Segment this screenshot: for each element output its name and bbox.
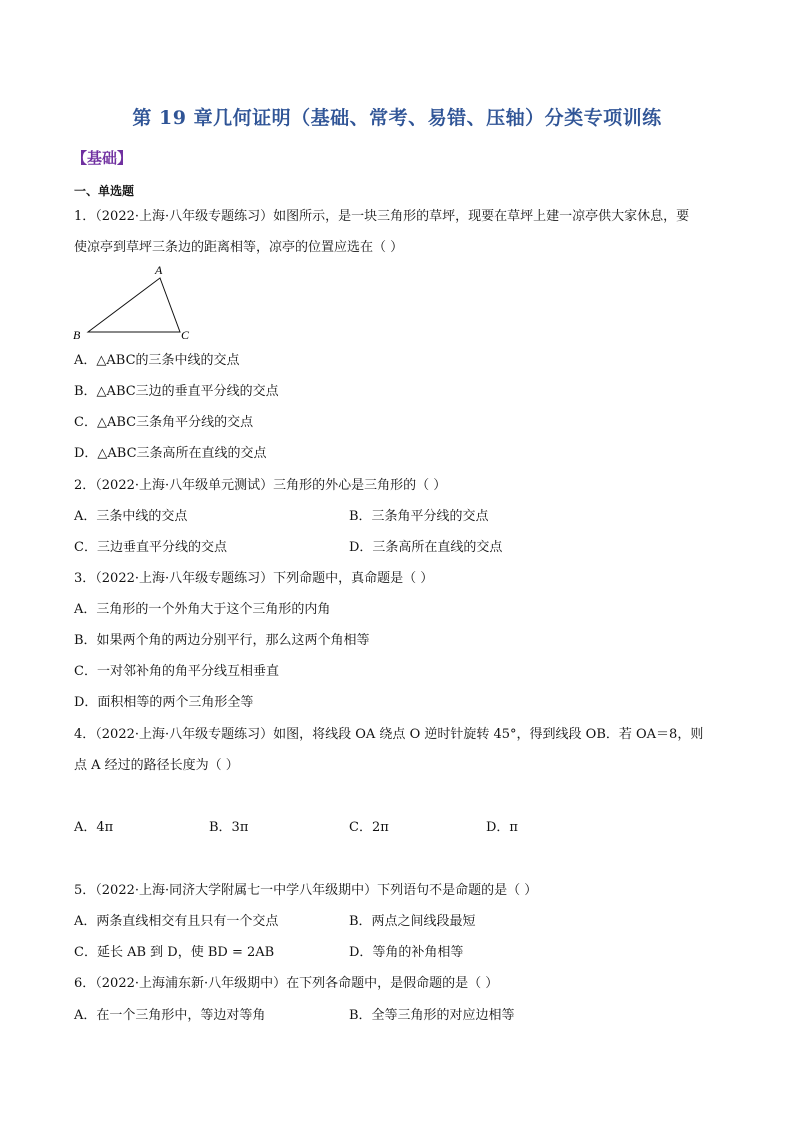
- triangle-abc-figure: [70, 263, 200, 345]
- q5-option-a: A．两条直线相交有且只有一个交点: [74, 914, 279, 929]
- q1-stem-line1: 1．（2022·上海·八年级专题练习）如图所示，是一块三角形的草坪，现要在草坪上建一凉亭供大家休息，要: [74, 209, 690, 224]
- q4-option-b: B．3π: [209, 820, 249, 835]
- part-heading: 一、单选题: [74, 184, 135, 198]
- q4-stem-line2: 点 A 经过的路径长度为（ ）: [74, 758, 239, 773]
- q6-option-a: A．在一个三角形中，等边对等角: [74, 1008, 266, 1023]
- q2-option-a: A．三条中线的交点: [74, 509, 188, 524]
- q1-option-a: A．△ABC的三条中线的交点: [74, 353, 240, 368]
- q1-option-b: B．△ABC三边的垂直平分线的交点: [74, 384, 279, 399]
- q4-option-c: C．2π: [349, 820, 389, 835]
- q5-option-c: C．延长 AB 到 D，使 BD = 2AB: [74, 945, 275, 960]
- q3-option-b: B．如果两个角的两边分别平行，那么这两个角相等: [74, 633, 370, 648]
- q1-option-c: C．△ABC三条角平分线的交点: [74, 415, 254, 430]
- q6-option-b: B．全等三角形的对应边相等: [349, 1008, 515, 1023]
- q3-option-c: C．一对邻补角的角平分线互相垂直: [74, 664, 279, 679]
- q1-stem-line2: 使凉亭到草坪三条边的距离相等，凉亭的位置应选在（ ）: [74, 240, 404, 255]
- q3-option-d: D．面积相等的两个三角形全等: [74, 695, 254, 710]
- q4-stem-line1: 4．（2022·上海·八年级专题练习）如图，将线段 OA 绕点 O 逆时针旋转 45°，得到线段 OB．若 OA＝8，则: [74, 727, 704, 742]
- vertex-label-a: A: [155, 263, 163, 277]
- q5-option-d: D．等角的补角相等: [349, 945, 464, 960]
- q2-options-row1: [74, 508, 489, 526]
- q3-option-a: A．三角形的一个外角大于这个三角形的内角: [74, 602, 331, 617]
- q3-stem: 3．（2022·上海·八年级专题练习）下列命题中，真命题是（ ）: [74, 571, 434, 586]
- q4-option-a: A．4π: [74, 820, 114, 835]
- q4-option-d: D．π: [486, 820, 518, 835]
- q2-option-c: C．三边垂直平分线的交点: [74, 540, 227, 555]
- q2-option-b: B．三条角平分线的交点: [349, 509, 489, 524]
- q1-option-d: D．△ABC三条高所在直线的交点: [74, 446, 267, 461]
- q6-stem: 6．（2022·上海浦东新·八年级期中）在下列各命题中，是假命题的是（ ）: [74, 976, 499, 991]
- q2-option-d: D．三条高所在直线的交点: [349, 540, 503, 555]
- q5-option-b: B．两点之间线段最短: [349, 914, 476, 929]
- q5-options-row1: [74, 913, 476, 931]
- q5-options-row2: [74, 944, 464, 962]
- section-tag-basic: 【基础】: [72, 149, 133, 167]
- triangle-abc-shape: [88, 278, 180, 332]
- q4-options-row: [74, 819, 734, 837]
- q2-stem: 2．（2022·上海·八年级单元测试）三角形的外心是三角形的（ ）: [74, 478, 447, 493]
- q6-options-row1: [74, 1007, 515, 1025]
- document-title: 第 19 章几何证明（基础、常考、易错、压轴）分类专项训练: [132, 107, 662, 129]
- q5-stem: 5．（2022·上海·同济大学附属七一中学八年级期中）下列语句不是命题的是（ ）: [74, 883, 538, 898]
- vertex-label-c: C: [181, 328, 190, 342]
- q2-options-row2: [74, 539, 503, 557]
- vertex-label-b: B: [73, 328, 81, 342]
